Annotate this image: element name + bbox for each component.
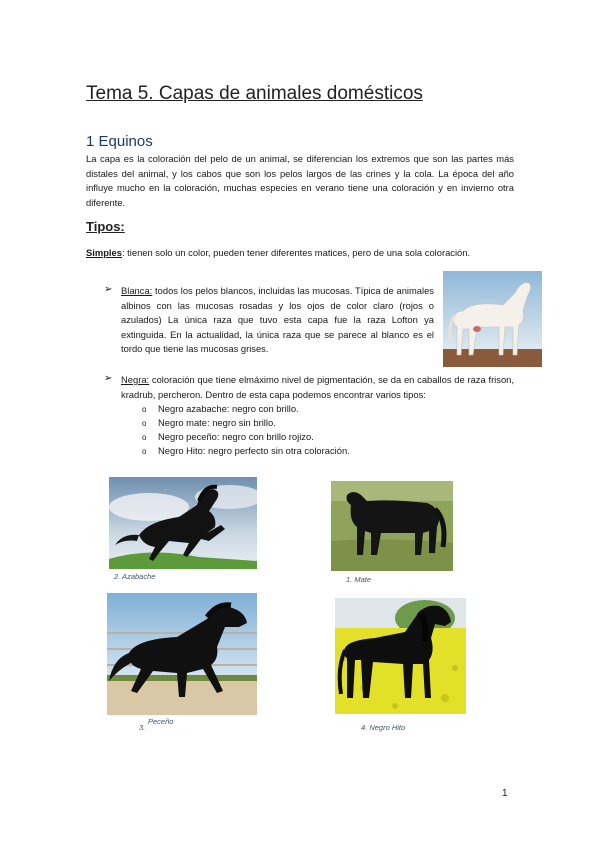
negro-hito-horse-photo	[335, 598, 466, 714]
subtype-item	[142, 430, 314, 445]
circle-bullet-icon: o	[142, 447, 147, 456]
bullet-blanca	[121, 284, 434, 357]
tipos-heading: Tipos:	[86, 219, 125, 234]
intro-paragraph: La capa es la coloración del pelo de un animal, se diferencian los extremos que son las partes más distales del animal, y los cabos que son los pelos largos de las crines y la cola. La época del año influye mucho en la coloración, muchas especies en verano tiene una coloración y en invierno otra diferente.	[86, 153, 514, 208]
bullet-label: Negra:	[121, 374, 150, 385]
simples-label: Simples	[86, 247, 122, 258]
mate-horse-photo	[331, 481, 453, 571]
bullet-label: Blanca:	[121, 285, 153, 296]
caption-azabache: 2. Azabache	[114, 572, 156, 581]
bullet-arrow-icon: ➢	[104, 373, 113, 384]
azabache-horse-photo	[109, 477, 257, 569]
subtype-item	[142, 416, 276, 431]
circle-bullet-icon: o	[142, 405, 147, 414]
subtype-text: Negro mate: negro sin brillo.	[158, 417, 276, 428]
subtype-text: Negro Hito: negro perfecto sin otra coloración.	[158, 445, 350, 456]
subtype-text: Negro peceño: negro con brillo rojizo.	[158, 431, 314, 442]
subtype-text: Negro azabache: negro con brillo.	[158, 403, 299, 414]
white-horse-photo	[443, 271, 542, 367]
simples-paragraph	[86, 247, 526, 258]
circle-bullet-icon: o	[142, 433, 147, 442]
subtype-item	[142, 444, 350, 459]
circle-bullet-icon: o	[142, 419, 147, 428]
simples-text: : tienen solo un color, pueden tener diferentes matices, pero de una sola coloración.	[121, 247, 471, 258]
peceno-horse-photo	[107, 593, 257, 715]
caption-peceno-word: Peceño	[148, 717, 174, 726]
page-number: 1	[502, 788, 508, 799]
page-title: Tema 5. Capas de animales domésticos	[86, 83, 423, 104]
subtype-item	[142, 402, 299, 417]
caption-negro-hito: 4. Negro Hito	[361, 723, 406, 732]
bullet-negra	[121, 373, 514, 402]
bullet-arrow-icon: ➢	[104, 284, 113, 295]
bullet-text: todos los pelos blancos, incluidas las mucosas. Típica de animales albinos con las mucosas rosadas y los ojos de color claro (rojos o azulados) La única raza que tuvo esta capa fue la raza Lofton ya extinguida. En la actualidad, la única raza que se parece al blanco es el tordo que tiene las mucosas grises.	[121, 285, 434, 355]
caption-mate: 1. Mate	[346, 575, 372, 584]
caption-peceno-number: 3.	[139, 723, 146, 732]
bullet-text: coloración que tiene elmáximo nivel de pigmentación, se da en caballos de raza frison, kradrub, percheron. Dentro de esta capa podemos encontrar varios tipos:	[121, 374, 514, 400]
section-heading: 1 Equinos	[86, 133, 153, 150]
